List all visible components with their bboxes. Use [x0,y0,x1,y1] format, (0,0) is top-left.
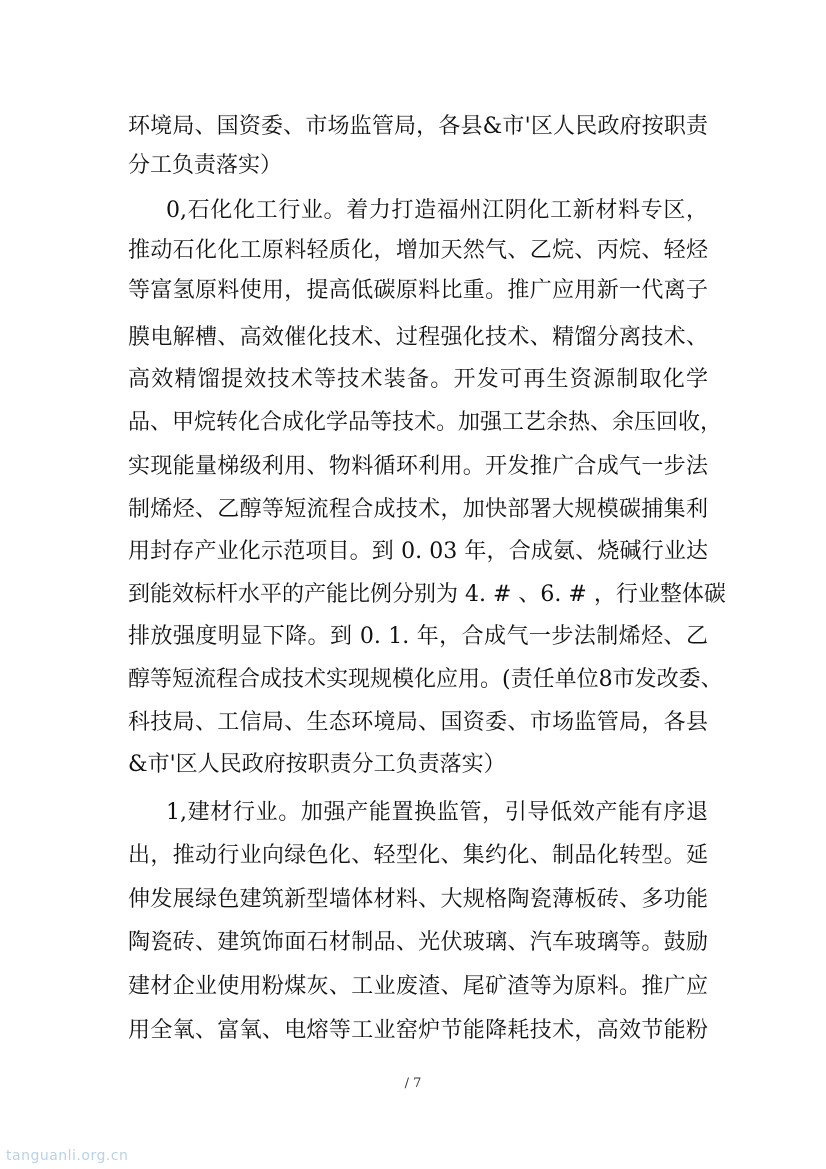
page-number: / 7 [404,1076,422,1091]
text-line: 出，推动行业向绿色化、轻型化、集约化、制品化转型。延 [128,843,708,868]
text-line: &市'区人民政府按职责分工负责落实） [128,752,506,777]
text-line: 建材企业使用粉煤灰、工业废渣、尾矿渣等为原料。推广应 [128,974,708,999]
text-line: 膜电解槽、高效催化技术、过程强化技术、精馏分离技术、 [128,325,708,350]
text-line: 制烯烃、乙醇等短流程合成技术，加快部署大规模碳捕集利 [128,497,708,522]
text-line: 推动石化化工原料轻质化，增加天然气、乙烷、丙烷、轻烃 [128,238,708,263]
text-line: 分工负责落实） [128,153,283,178]
paragraph-start: 1,建材行业。加强产能置换监管，引导低效产能有序退 [166,800,708,825]
watermark: tanguanli.org.cn [6,1148,129,1164]
text-line: 用封存产业化示范项目。到 0. 03 年，合成氨、烧碱行业达 [128,539,708,564]
text-line: 实现能量梯级利用、物料循环利用。开发推广合成气一步法 [128,454,708,479]
text-line: 高效精馏提效技术等技术装备。开发可再生资源制取化学 [128,367,708,392]
text-line: 伸发展绿色建筑新型墙体材料、大规格陶瓷薄板砖、多功能 [128,887,708,912]
text-line: 陶瓷砖、建筑饰面石材制品、光伏玻璃、汽车玻璃等。鼓励 [128,930,708,955]
text-line: 排放强度明显下降。到 0. 1. 年，合成气一步法制烯烃、乙 [128,624,708,649]
paragraph-start: 0,石化化工行业。着力打造福州江阴化工新材料专区， [166,198,708,223]
text-line: 等富氢原料使用，提高低碳原料比重。推广应用新一代离子 [128,278,708,303]
text-line: 到能效标杆水平的产能比例分别为 4. # 、6. # ，行业整体碳 [128,582,726,607]
text-line: 用全氧、富氧、电熔等工业窑炉节能降耗技术，高效节能粉 [128,1018,708,1043]
text-line: 品、甲烷转化合成化学品等技术。加强工艺余热、余压回收， [128,410,723,435]
text-line: 环境局、国资委、市场监管局，各县&市'区人民政府按职责 [128,114,708,139]
text-line: 醇等短流程合成技术实现规模化应用。(责任单位8市发改委、 [128,667,723,692]
text-line: 科技局、工信局、生态环境局、国资委、市场监管局，各县 [128,710,708,735]
